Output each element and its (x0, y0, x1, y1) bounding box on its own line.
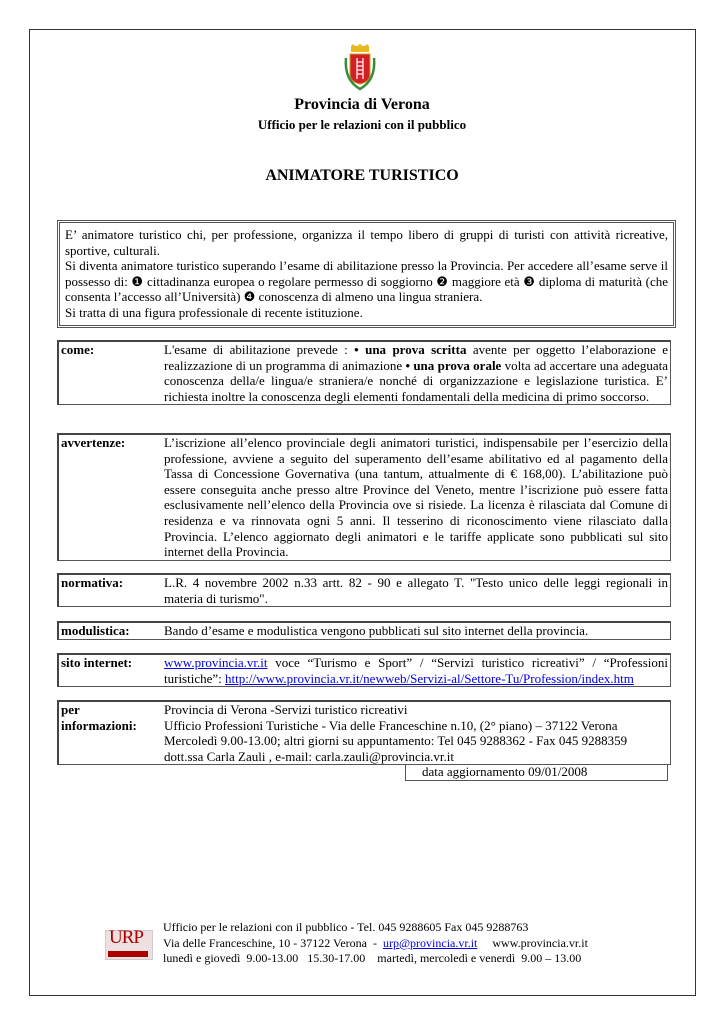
provincia-website-link[interactable]: www.provincia.vr.it (164, 655, 268, 670)
intro-paragraph: E’ animatore turistico chi, per professione, organizza il tempo libero di gruppi di turisti con attività ricreative, sportive, culturali. (65, 227, 668, 258)
section-normativa (57, 573, 671, 607)
section-modulistica (57, 621, 671, 640)
section-label: modulistica: (61, 623, 130, 638)
label-line: per (61, 702, 80, 717)
text-segment: voce “Turismo e Sport” / “Servizi turistico ricreativi” / “Professioni turistiche”: (164, 655, 668, 686)
section-label: normativa: (61, 575, 124, 590)
section-text: L’iscrizione all’elenco provinciale degli animatori turistici, indispensabile per l’esercizio della professione, avviene a seguito del superamento dell’esame abilitativo ed al pagamento della Tassa di Concessione Governativa (una tantum, attualmente di € 168,00). L’abilitazione può essere conseguita anche presso altre Province del Veneto, mentre l’iscrizione può essere fatta esclusivamente nell’elenco della Provincia ove si risiede. La licenza è rilasciata dal Comune di residenza e va rinnovata ogni 5 anni. Il tesserino di riconoscimento viene rilasciato dalla Provincia. L’elenco aggiornato degli animatori e le tariffe applicate sono pubblicati sul sito internet della Provincia. (164, 435, 668, 560)
section-text: L.R. 4 novembre 2002 n.33 artt. 82 - 90 e allegato T. "Testo unico delle leggi regionali in materia di turismo". (164, 575, 668, 606)
urp-logo (105, 927, 153, 960)
info-line: Ufficio Professioni Turistiche - Via delle Franceschine n.10, (2° piano) – 37122 Verona (164, 717, 618, 733)
info-line: Mercoledì 9.00-13.00; altri giorni su appuntamento: Tel 045 9288362 - Fax 045 9288359 (164, 733, 628, 749)
bold-text: • una prova scritta (354, 342, 467, 357)
section-label (59, 702, 164, 764)
text-segment: Via delle Franceschine, 10 - 37122 Verona - (163, 935, 383, 950)
bold-text: • una prova orale (405, 357, 502, 373)
text-segment: L'esame di abilitazione prevede : (164, 342, 355, 357)
page-subheading: Ufficio per le relazioni con il pubblico (257, 117, 467, 132)
text-segment: www.provincia.vr.it (477, 935, 588, 950)
document-title: ANIMATORE TURISTICO (265, 167, 459, 184)
text-segment: volta ad accertare una adeguata conoscenza della/e lingua/e straniera/e nonché di organizzazione e legislazione turistica. E’ richiesta inoltre la conoscenza degli elementi fondamentali della medicina di primo soccorso. (164, 357, 668, 404)
verona-crest-logo (342, 44, 378, 92)
footer (163, 920, 588, 967)
section-label: come: (61, 342, 95, 357)
intro-paragraph: Si diventa animatore turistico superando l’esame di abilitazione presso la Provincia. Per accedere all’esame serve il possesso di: ❶ cittadinanza europea o regolare permesso di soggiorno ❷ maggiore età ❸ diploma di maturità (che consenta l’accesso all’Università) ❹ conoscenza di almeno una lingua straniera. (65, 258, 668, 305)
footer-line: Ufficio per le relazioni con il pubblico - Tel. 045 9288605 Fax 045 9288763 (163, 920, 529, 934)
urp-logo-text: URP (109, 927, 143, 948)
update-date: data aggiornamento 09/01/2008 (405, 764, 668, 781)
section-come (57, 340, 671, 405)
section-label: avvertenze: (61, 435, 126, 450)
footer-line: lunedì e giovedì 9.00-13.00 15.30-17.00 martedì, mercoledì e venerdì 9.00 – 13.00 (163, 951, 582, 965)
info-line: dott.ssa Carla Zauli , e-mail: carla.zauli@provincia.vr.it (164, 748, 454, 764)
professioni-page-link[interactable]: http://www.provincia.vr.it/newweb/Servizi-al/Settore-Tu/Profession/index.htm (225, 670, 634, 686)
page-heading: Provincia di Verona (294, 96, 430, 113)
label-line: informazioni: (61, 717, 137, 733)
section-label: sito internet: (61, 655, 133, 670)
section-per-informazioni (57, 700, 671, 765)
intro-paragraph: Si tratta di una figura professionale di recente istituzione. (65, 304, 363, 320)
section-avvertenze (57, 433, 671, 561)
text-segment: avente per oggetto l’elaborazione e realizzazione di un programma di animazione (164, 342, 668, 373)
section-text (164, 342, 670, 404)
section-text: Bando d’esame e modulistica vengono pubblicati sul sito internet della provincia. (164, 623, 589, 638)
section-text (164, 702, 670, 764)
urp-email-link[interactable]: urp@provincia.vr.it (383, 935, 478, 950)
section-text (164, 655, 670, 686)
footer-line (163, 936, 588, 952)
info-line: Provincia di Verona -Servizi turistico ricreativi (164, 702, 408, 717)
section-sito-internet (57, 653, 671, 687)
intro-box (57, 220, 676, 328)
urp-logo-band (108, 951, 148, 957)
